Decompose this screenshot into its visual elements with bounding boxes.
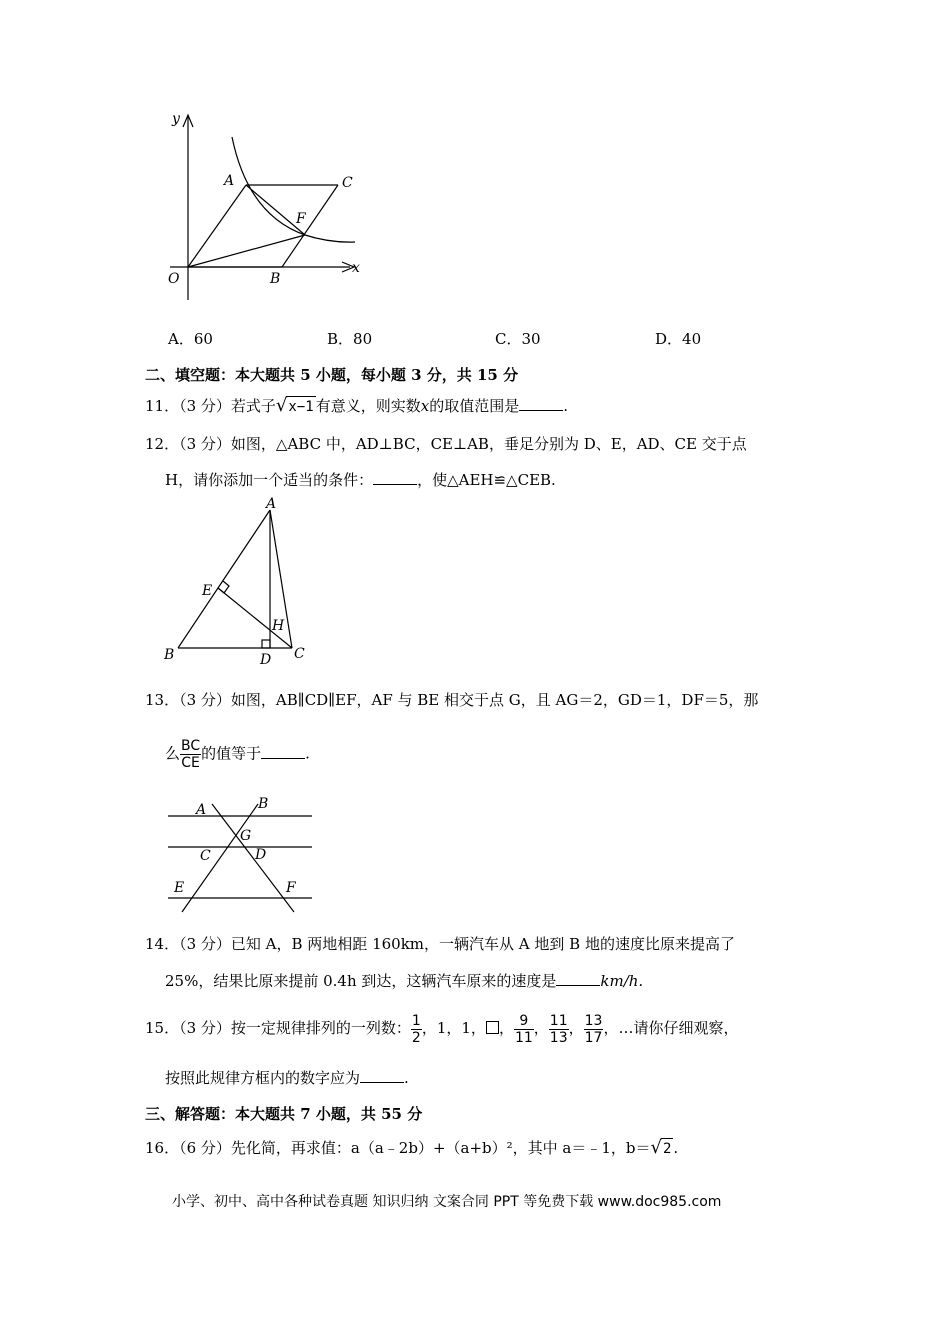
q13-end: . (305, 744, 310, 763)
fig13-label-a: A (196, 802, 207, 818)
question-12-line-2 (165, 470, 556, 490)
q12-text-2-post: ，使△AEH≌△CEB. (417, 471, 556, 489)
q13-text-2-post: 的值等于 (201, 744, 262, 763)
q11-answer-blank[interactable] (519, 396, 563, 411)
page-footer: 小学、初中、高中各种试卷真题 知识归纳 文案合同 PPT 等免费下载 www.doc985.com (172, 1194, 722, 1210)
fig13-label-g: G (240, 828, 252, 844)
section-3-heading: 三、解答题：本大题共 7 小题，共 55 分 (145, 1105, 423, 1123)
q11-end: . (563, 397, 568, 415)
fig13-label-c: C (200, 848, 211, 864)
q11-text-post: 的取值范围是 (429, 397, 520, 415)
q13-answer-blank[interactable] (261, 744, 305, 759)
q15-text-post: ，…请你仔细观察， (603, 1019, 739, 1037)
fig12-label-e: E (202, 583, 213, 599)
q15-score: （3 分） (179, 1019, 231, 1037)
option-c: C．30 (495, 330, 541, 348)
q15-fraction-4 (584, 1013, 604, 1046)
q15-fraction-3 (549, 1013, 569, 1046)
q11-var: x (420, 397, 430, 415)
q15-end: . (404, 1069, 409, 1087)
q16-radicand: 2 (661, 1138, 673, 1159)
q15-f1-den: 2 (411, 1029, 421, 1046)
q11-text-mid: 有意义，则实数 (315, 397, 421, 415)
q13-text-2-pre: 么 (165, 744, 181, 763)
q15-f2-num: 9 (514, 1013, 534, 1030)
q15-fraction-1 (411, 1013, 422, 1046)
sqrt-icon: √ (275, 395, 288, 416)
figure-q13 (160, 792, 325, 920)
fig10-label-x: x (352, 260, 360, 276)
fig10-label-f: F (296, 211, 306, 227)
fig13-label-f: F (286, 880, 296, 896)
question-15-line-2 (165, 1068, 409, 1088)
sqrt-icon: √ (650, 1137, 662, 1158)
fig13-label-d: D (255, 847, 267, 863)
question-13-line-2 (165, 738, 310, 771)
q15-f3-num: 11 (549, 1012, 568, 1029)
question-13-line-1 (145, 690, 758, 710)
q14-number: 14． (145, 935, 180, 953)
q15-f1-num: 1 (411, 1012, 421, 1029)
fig10-label-c: C (342, 175, 353, 191)
q15-text-pre: 按一定规律排列的一列数： (230, 1019, 411, 1037)
fig12-label-a: A (266, 496, 277, 512)
question-15-line-1: 15．（3 分）按一定规律排列的一列数： $\frac{1}{2}$ ，1，1， ， $\frac{9}{11}$ ， $\frac{11}{13}$ ， $\frac{13}{17}$ ，…请你仔细观察， (145, 1012, 739, 1046)
q13-number: 13． (145, 691, 180, 709)
option-d: D．40 (655, 330, 702, 348)
q14-text-2-pre: 25%，结果比原来提前 0.4h 到达，这辆汽车原来的速度是 (165, 972, 557, 990)
figure-q10 (150, 105, 380, 305)
fig12-label-h: H (272, 618, 285, 634)
q16-number: 16． (145, 1139, 180, 1157)
placeholder-box-icon (486, 1021, 499, 1034)
q15-seq-mid: ，1，1， (421, 1019, 486, 1037)
q15-number: 15． (145, 1019, 180, 1037)
fig12-label-d: D (260, 652, 272, 668)
q16-end: . (673, 1139, 679, 1157)
fig10-label-b: B (270, 271, 281, 287)
option-a: A．60 (168, 330, 213, 348)
q14-text-1: 已知 A，B 两地相距 160km，一辆汽车从 A 地到 B 地的速度比原来提高了 (230, 935, 735, 953)
q15-f3-den: 13 (549, 1029, 568, 1046)
q11-number: 11． (145, 397, 180, 415)
q16-text: 先化简，再求值：a（a﹣2b）+（a+b）²，其中 a＝﹣1，b＝ (230, 1139, 651, 1157)
q15-fraction-2 (514, 1013, 534, 1046)
fig13-label-b: B (258, 796, 269, 812)
q12-score: （3 分） (179, 435, 231, 453)
q15-answer-blank[interactable] (360, 1068, 404, 1083)
q12-text-2-pre: H，请你添加一个适当的条件： (165, 471, 374, 489)
fig12-label-c: C (294, 646, 305, 662)
q13-text-1: 如图，AB∥CD∥EF，AF 与 BE 相交于点 G，且 AG＝2，GD＝1，DF＝5，那 (230, 691, 759, 709)
q14-score: （3 分） (179, 935, 231, 953)
q12-answer-blank[interactable] (373, 470, 417, 485)
q15-text-2-pre: 按照此规律方框内的数字应为 (165, 1069, 361, 1087)
q12-text-1: 如图，△ABC 中，AD⊥BC，CE⊥AB，垂足分别为 D、E，AD、CE 交于点 (230, 435, 747, 453)
section-2-heading: 二、填空题：本大题共 5 小题，每小题 3 分，共 15 分 (145, 366, 519, 384)
q13-fraction (180, 738, 201, 771)
question-14-line-2 (165, 971, 643, 991)
option-b: B．80 (327, 330, 373, 348)
q13-score: （3 分） (179, 691, 231, 709)
q11-radicand: x−1 (286, 396, 315, 417)
fig10-label-y: y (172, 111, 180, 127)
q13-frac-den: CE (181, 755, 200, 771)
q13-frac-num: BC (181, 738, 201, 754)
fig10-label-o: O (168, 271, 180, 287)
question-12-line-1 (145, 434, 747, 454)
fig10-label-a: A (224, 173, 235, 189)
fig12-label-b: B (164, 647, 175, 663)
fig13-label-e: E (174, 880, 185, 896)
q15-f4-den: 17 (584, 1029, 603, 1046)
q14-text-2-post: km/h. (600, 972, 644, 990)
q11-text-pre: 若式子 (230, 397, 276, 415)
q11-score: （3 分） (179, 397, 231, 415)
question-11 (145, 396, 568, 417)
q15-f4-num: 13 (584, 1012, 603, 1029)
q12-number: 12． (145, 435, 180, 453)
figure-q12 (160, 496, 320, 671)
question-16 (145, 1138, 678, 1159)
question-14-line-1 (145, 934, 735, 954)
q16-score: （6 分） (179, 1139, 231, 1157)
q14-answer-blank[interactable] (556, 971, 600, 986)
q15-f2-den: 11 (514, 1029, 533, 1046)
